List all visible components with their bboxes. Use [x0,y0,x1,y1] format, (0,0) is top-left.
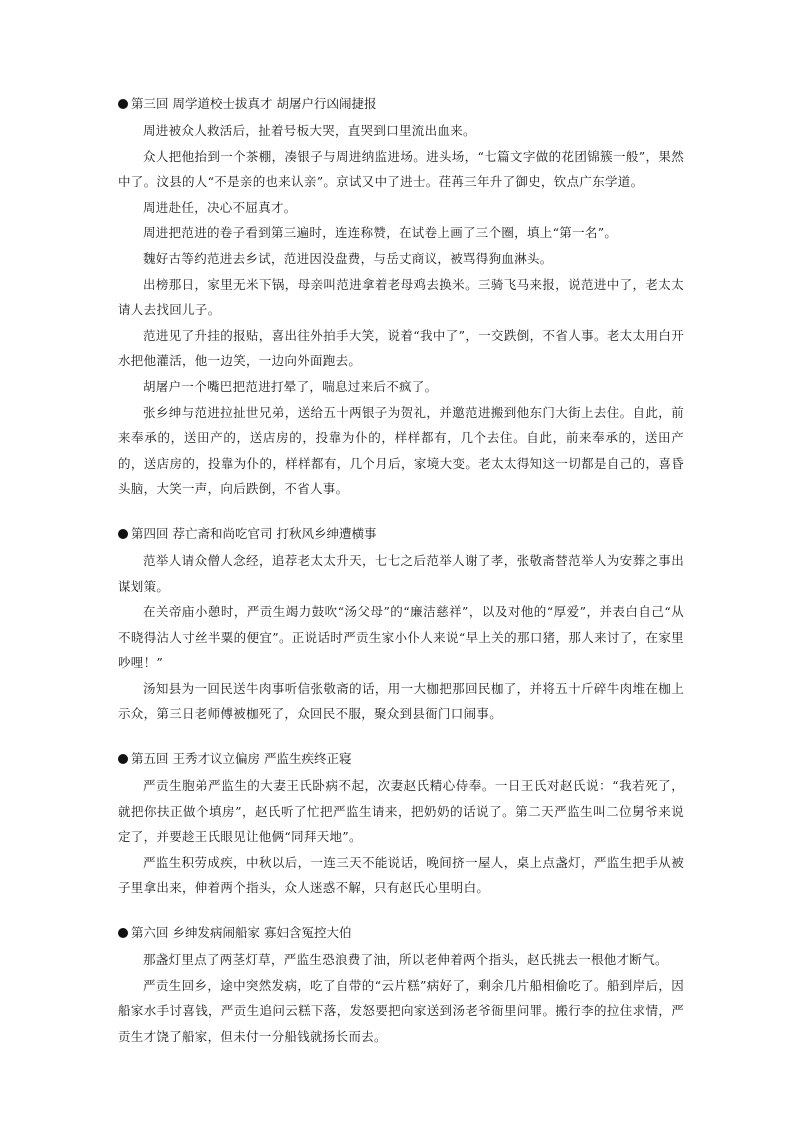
bullet-dot-icon [118,754,128,764]
bullet-dot-icon [118,928,128,938]
paragraph: 严贡生胞弟严监生的大妻王氏卧病不起，次妻赵氏精心侍奉。一日王氏对赵氏说：“我若死了，就把你扶正做个填房”，赵氏听了忙把严监生请来，把奶奶的话说了。第二天严监生叫二位舅爷来说定了，并要趁王氏眼见让他俩“同拜天地”。 [118,778,684,845]
paragraph: 周进赴任，决心不屈真才。 [143,199,297,215]
document-page [118,92,684,1069]
paragraph: 周进被众人救活后，扯着号板大哭，直哭到口里流出血来。 [143,123,476,138]
paragraph: 那盏灯里点了两茎灯草，严监生恐浪费了油，所以老伸着两个指头，赵氏挑去一根他才断气。 [143,952,668,968]
paragraph: 出榜那日，家里无米下锅，母亲叫范进拿着老母鸡去换米。三骑飞马来报，说范进中了，老太太请人去找回儿子。 [118,276,684,318]
paragraph: 严贡生回乡，途中突然发病，吃了自带的“云片糕”病好了，剩余几片船相偷吃了。船到岸后，因船家水手讨喜钱，严贡生追问云糕下落，发怒要把向家送到汤老爷衙里问罪。搬行李的拉住求情，严贡生才饶了船家，但未付一分船钱就扬长而去。 [118,977,684,1044]
chapter-title: 第三回 周学道校士拔真才 胡屠户行凶闹捷报 [131,96,377,111]
bullet-dot-icon [118,529,128,539]
chapter-title: 第五回 王秀才议立偏房 严监生疾终正寝 [131,751,352,767]
paragraph: 汤知县为一回民送牛肉事听信张敬斋的话，用一大枷把那回民枷了，并将五十斤碎牛肉堆在枷上示众，第三日老师傅被枷死了，众回民不服，聚众到县衙门口闹事。 [118,680,684,722]
paragraph: 胡屠户一个嘴巴把范进打晕了，喘息过来后不疯了。 [143,378,438,394]
paragraph: 范举人请众僧人念经，追荐老太太升天，七七之后范举人谢了孝，张敬斋替范举人为安葬之事出谋划策。 [118,552,684,594]
chapter-title: 第四回 荐亡斋和尚吃官司 打秋风乡绅遭横事 [131,525,377,541]
chapter-heading [118,921,684,945]
chapter-heading [118,522,684,546]
paragraph: 张乡绅与范进拉扯世兄弟，送给五十两银子为贺礼，并邀范进搬到他东门大街上去住。自此，前来奉承的，送田产的，送店房的，投靠为仆的，样样都有，几个去住。自此，前来奉承的，送田产的，送店房的，投靠为仆的，样样都有，几个月后，家境大变。老太太得知这一切都是自己的，喜昏头脑，大笑一声，向后跌倒，不省人事。 [118,404,684,497]
paragraph: 范进见了升挂的报贴，喜出往外拍手大笑，说着“我中了”，一交跌倒，不省人事。老太太用白开水把他灌活，他一边笑，一边向外面跑去。 [118,327,684,369]
paragraph: 严监生积劳成疾，中秋以后，一连三天不能说话，晚间挤一屋人，桌上点盏灯，严监生把手从被子里拿出来，伸着两个指头，众人迷惑不解，只有赵氏心里明白。 [118,854,684,896]
chapter-4 [118,522,684,727]
chapter-heading [118,747,684,771]
chapter-6 [118,921,684,1049]
chapter-heading [118,92,684,116]
paragraph: 众人把他抬到一个茶棚，凑银子与周进纳监进场。进头场，“七篇文字做的花团锦簇一般”，果然中了。汶县的人“不是亲的也来认亲”。京试又中了进士。荏苒三年升了御史，钦点广东学道。 [118,148,684,190]
paragraph: 周进把范进的卷子看到第三遍时，连连称赞，在试卷上画了三个圈，填上“第一名”。 [143,225,618,241]
paragraph: 在关帝庙小憩时，严贡生竭力鼓吹“汤父母”的“廉洁慈祥”，以及对他的“厚爱”，并表白自己“从不晓得沾人寸丝半粟的便宜”。正说话时严贡生家小仆人来说“早上关的那口猪，那人来讨了，在家里吵哩！” [118,604,684,671]
bullet-dot-icon [118,99,128,109]
chapter-5 [118,747,684,901]
chapter-title: 第六回 乡绅发病闹船家 寡妇含冤控大伯 [131,925,352,941]
chapter-3 [118,92,684,502]
paragraph: 魏好古等约范进去乡试，范进因没盘费，与岳丈商议，被骂得狗血淋头。 [143,250,553,266]
